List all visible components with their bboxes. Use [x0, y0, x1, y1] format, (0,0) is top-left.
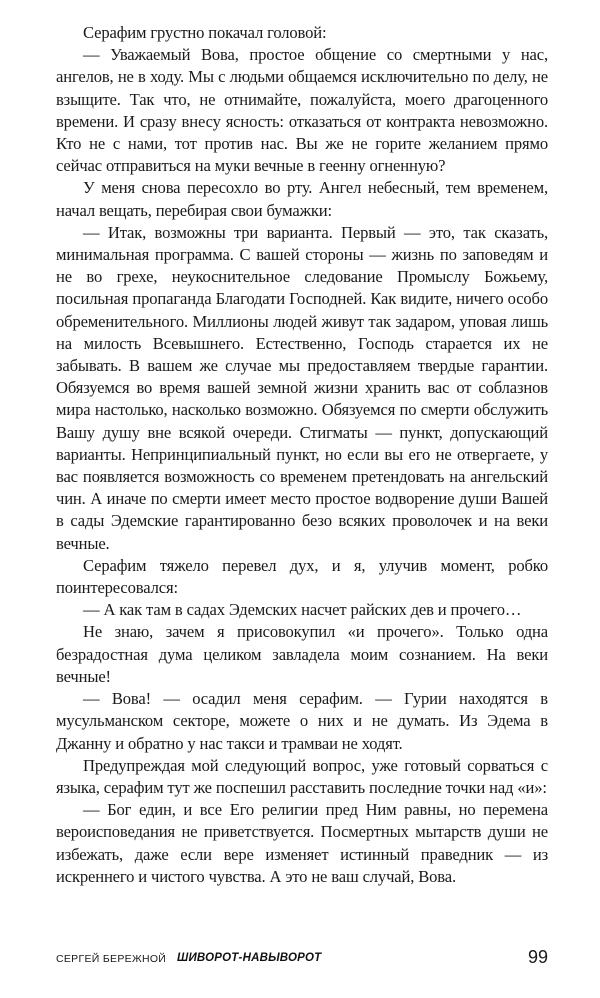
- paragraph: Серафим грустно покачал головой:: [83, 23, 327, 42]
- footer-author: СЕРГЕЙ БЕРЕЖНОЙ: [56, 953, 167, 965]
- paragraph: Не знаю, зачем я присовокупил «и прочего». Только одна безрадостная дума целиком завладела моим сознанием. На веки вечные!: [56, 622, 548, 686]
- paragraph: — Итак, возможны три варианта. Первый — это, так сказать, минимальная программа. С вашей стороны — жизнь по заповедям и не во грехе, неукоснительное следование Промыслу Божьему, посильная пропаганда Благодати Господней. Как видите, ничего особо обременительного. Миллионы людей живут так задаром, уповая лишь на милость Всевышнего. Естественно, Господь старается их не забывать. В вашем же случае мы предоставляем твердые гарантии. Обязуемся во время вашей земной жизни хранить вас от соблазнов мира настолько, насколько возможно. Обязуемся по смерти обслужить Вашу душу вне всякой очереди. Стигматы — пункт, допускающий варианты. Непринципиальный пункт, но если вы его не отвергаете, у вас появляется возможность со временем претендовать на ангельский чин. А иначе по смерти имеет место простое водворение души Вашей в сады Эдемские гарантированно безо всяких проволочек и на веки вечные.: [56, 222, 548, 553]
- footer-book-title: ШИВОРОТ-НАВЫВОРОТ: [177, 952, 322, 964]
- paragraph: У меня снова пересохло во рту. Ангел небесный, тем временем, начал вещать, перебирая свои бумажки:: [56, 178, 548, 220]
- paragraph: Предупреждая мой следующий вопрос, уже готовый сорваться с языка, серафим тут же поспешил расставить последние точки над «и»:: [56, 755, 548, 797]
- paragraph: — А как там в садах Эдемских насчет райских дев и прочего…: [83, 600, 522, 620]
- paragraph: Серафим тяжело перевел дух, и я, улучив момент, робко поинтересовался:: [56, 555, 548, 598]
- page-number: 99: [527, 947, 548, 967]
- page-footer: [56, 947, 548, 973]
- page-body: [56, 22, 548, 888]
- paragraph: — Вова! — осадил меня серафим. — Гурии находятся в мусульманском секторе, можете о них и не думать. Из Эдема в Джанну и обратно у нас такси и трамваи не ходят.: [56, 689, 548, 753]
- paragraph: — Бог един, и все Его религии пред Ним равны, но перемена вероисповедания не приветствуется. Посмертных мытарств души не избежать, даже если вере изменяет истинный праведник — из искреннего и чистого чувства. А это не ваш случай, Вова.: [56, 800, 548, 886]
- paragraph: — Уважаемый Вова, простое общение со смертными у нас, ангелов, не в ходу. Мы с людьми общаемся исключительно по делу, не взыщите. Так что, не отнимайте, пожалуйста, моего драгоценного времени. И сразу внесу ясность: отказаться от контракта невозможно. Кто не с нами, тот против нас. Вы же не горите желанием прямо сейчас отправиться на муки вечные в геенну огненную?: [56, 45, 548, 176]
